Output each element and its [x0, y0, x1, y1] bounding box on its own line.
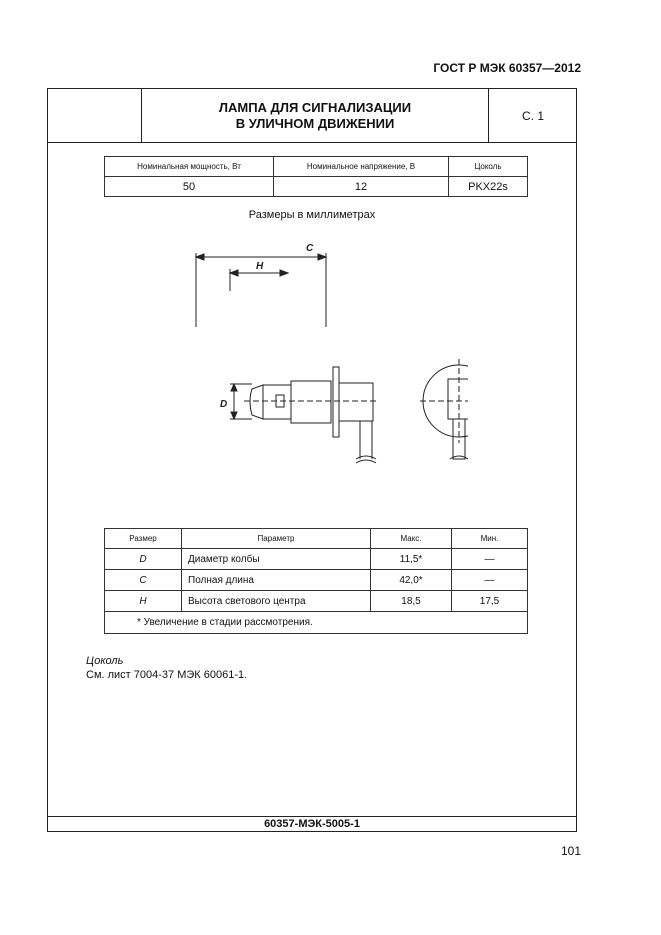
- dimensions-header-row: [105, 529, 528, 549]
- dim-d-label: D: [220, 399, 228, 410]
- lamp-base: [291, 381, 331, 423]
- col-parameter: Параметр: [182, 529, 371, 549]
- col-base: Цоколь: [449, 157, 528, 177]
- lamp-drawing: [168, 231, 468, 481]
- wire-break-top: [356, 456, 376, 459]
- col-power: Номинальная мощность, Вт: [105, 157, 274, 177]
- col-min: Мин.: [452, 529, 528, 549]
- sheet-frame: [47, 88, 577, 832]
- dim-c-arrow-right: [318, 254, 326, 260]
- parameter-cell: Полная длина: [182, 570, 371, 591]
- parameter-cell: Диаметр колбы: [182, 549, 371, 570]
- dim-d-arrow-top: [231, 384, 237, 391]
- base-section-title: Цоколь: [86, 655, 124, 667]
- max-cell: 42,0*: [371, 570, 452, 591]
- sheet-title-line1: ЛАМПА ДЛЯ СИГНАЛИЗАЦИИ: [218, 99, 412, 115]
- col-max: Макс.: [371, 529, 452, 549]
- standard-number: ГОСТ Р МЭК 60357—2012: [433, 61, 581, 75]
- specs-table: [104, 156, 528, 197]
- max-cell: 18,5: [371, 591, 452, 612]
- title-block: [48, 89, 576, 143]
- min-cell: 17,5: [452, 591, 528, 612]
- title-block-empty-cell: [48, 89, 142, 142]
- specs-header-row: [105, 157, 528, 177]
- col-symbol: Размер: [105, 529, 182, 549]
- note-row: [105, 612, 528, 634]
- base-value: PKX22s: [449, 177, 528, 197]
- dim-h-arrow-left: [230, 270, 238, 276]
- table-row: [105, 570, 528, 591]
- base-flange: [333, 367, 339, 437]
- bulb-body: [263, 385, 291, 419]
- dim-c-label: C: [306, 243, 314, 254]
- sheet-code: 60357-МЭК-5005-1: [48, 816, 576, 832]
- table-row: [105, 591, 528, 612]
- dim-d-arrow-bottom: [231, 412, 237, 419]
- power-value: 50: [105, 177, 274, 197]
- voltage-value: 12: [274, 177, 449, 197]
- min-cell: —: [452, 570, 528, 591]
- symbol-cell: C: [105, 570, 182, 591]
- front-base: [448, 379, 468, 419]
- table-row: [105, 549, 528, 570]
- parameter-cell: Высота светового центра: [182, 591, 371, 612]
- base-section-text: См. лист 7004-37 МЭК 60061-1.: [86, 669, 248, 681]
- dimensions-table: [104, 528, 528, 634]
- base-cap: [339, 383, 373, 421]
- table-note: * Увеличение в стадии рассмотрения.: [105, 612, 528, 634]
- min-cell: —: [452, 549, 528, 570]
- dim-h-arrow-right: [280, 270, 288, 276]
- specs-value-row: [105, 177, 528, 197]
- sheet-title-line2: В УЛИЧНОМ ДВИЖЕНИИ: [235, 115, 395, 131]
- drawing-caption: Размеры в миллиметрах: [248, 209, 376, 221]
- col-voltage: Номинальное напряжение, В: [274, 157, 449, 177]
- symbol-cell: H: [105, 591, 182, 612]
- max-cell: 11,5*: [371, 549, 452, 570]
- sheet-number: С. 1: [488, 89, 577, 142]
- dim-c-arrow-left: [196, 254, 204, 260]
- page-number: 101: [560, 844, 581, 858]
- symbol-cell: D: [105, 549, 182, 570]
- dim-h-label: H: [256, 261, 264, 272]
- bulb-tip: [250, 385, 263, 419]
- wire-break-bottom: [356, 460, 376, 463]
- sheet-title: [142, 89, 488, 142]
